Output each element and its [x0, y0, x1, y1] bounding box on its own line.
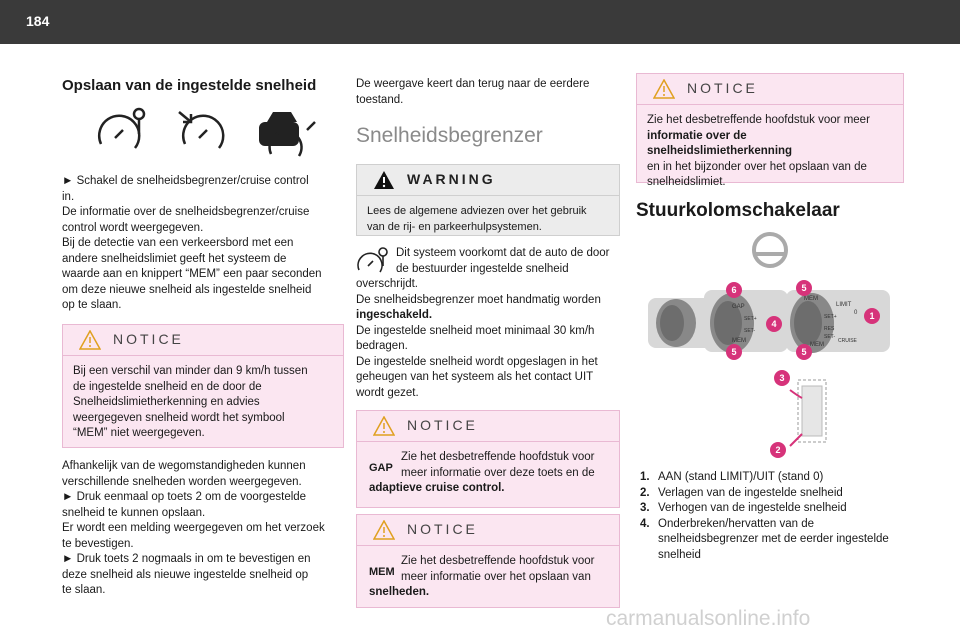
notice-box-mem-diff: [62, 324, 344, 448]
page-number: 184: [26, 13, 50, 29]
text-line: De ingestelde snelheid wordt opgeslagen in het: [356, 355, 598, 368]
text-line: Snelheidslimietherkenning en advies: [73, 396, 260, 408]
text-line: De informatie over de snelheidsbegrenzer/cruise: [62, 206, 310, 218]
warning-triangle-icon: [373, 170, 395, 190]
item-text: Verhogen van de ingestelde snelheid: [658, 502, 847, 514]
text-line: de bestuurder ingestelde snelheid: [396, 262, 569, 275]
notice-label: NOTICE: [687, 80, 758, 96]
text-line: en in het bijzonder over het opslaan van de: [647, 160, 867, 173]
text-line: Bij een verschil van minder dan 9 km/h tussen: [73, 365, 308, 377]
zero-label: 0: [854, 310, 858, 316]
text-line: om deze nieuwe snelheid als ingestelde snelheid: [62, 283, 312, 296]
intro-paragraph: [356, 77, 616, 108]
callout-5a: 5: [801, 283, 807, 293]
text-line: van de rij- en parkeerhulpsystemen.: [367, 220, 542, 233]
text-line: geheugen van het systeem als het contact UIT: [356, 371, 594, 383]
text-line: De weergave keert dan terug naar de eerdere: [356, 78, 590, 90]
callout-5c: 5: [801, 347, 807, 357]
paragraph-save-speed: [62, 174, 342, 314]
mem-label-3b: MEM: [810, 342, 824, 348]
text-line: snelheden.: [369, 586, 430, 598]
callout-3: 3: [779, 373, 785, 383]
text-line: De snelheidsbegrenzer moet handmatig worden: [356, 293, 601, 306]
stalk-side-view: [790, 380, 826, 446]
item-text: AAN (stand LIMIT)/UIT (stand 0): [658, 471, 824, 483]
callout-1: 1: [869, 311, 875, 321]
callout-4: 4: [771, 319, 777, 329]
text-line: verschillende snelheden worden weergegeven.: [62, 475, 302, 488]
text-line: control wordt weergegeven.: [62, 221, 204, 234]
steering-switch-diagram: [640, 228, 910, 464]
res-label: RES: [824, 326, 835, 332]
text-line: “MEM” niet weergegeven.: [73, 427, 205, 439]
callout-5b: 5: [731, 347, 737, 357]
warning-box: [356, 164, 620, 236]
text-line: ► Druk eenmaal op toets 2 om de voorgestelde: [62, 491, 307, 503]
cruise-label: CRUISE: [838, 338, 857, 344]
item-number: 1.: [640, 471, 650, 483]
text-line: overschrijdt.: [356, 278, 418, 290]
text-line: deze snelheid als nieuwe ingestelde snelheid op: [62, 568, 309, 581]
limit-label: LIMIT: [836, 302, 852, 308]
list-item: [640, 470, 902, 486]
section-heading-save-speed: Opslaan van de ingestelde snelheid: [62, 77, 317, 94]
text-line: bedragen.: [356, 340, 408, 352]
text-line: Afhankelijk van de wegomstandigheden kunnen: [62, 460, 306, 472]
paragraph-road-conditions: [62, 459, 347, 599]
item-number: 3.: [640, 502, 650, 514]
notice-box-gap: [356, 410, 620, 508]
text-line: te slaan.: [62, 584, 106, 596]
text-line: Zie het desbetreffende hoofdstuk voor: [401, 555, 595, 567]
text-line: meer informatie over deze toets en de: [401, 466, 595, 479]
set-plus-label-3: SET+: [824, 314, 837, 320]
text-line: ► Schakel de snelheidsbegrenzer/cruise control: [62, 175, 309, 187]
text-line: adaptieve cruise control.: [369, 482, 505, 494]
text-line: op te slaan.: [62, 299, 122, 311]
notice-label: NOTICE: [407, 521, 478, 537]
text-line: meer informatie over het opslaan van: [401, 570, 591, 583]
notice-warning-icon: [373, 416, 395, 436]
text-line: informatie over de snelheidslimietherkenning: [647, 129, 793, 157]
mem-label-3: MEM: [804, 296, 818, 302]
notice-label: NOTICE: [407, 417, 478, 433]
text-line: andere snelheidslimiet geeft het systeem de: [62, 252, 287, 265]
text-line: Zie het desbetreffende hoofdstuk voor: [401, 451, 595, 463]
text-line: ► Druk toets 2 nogmaals in om te bevestigen en: [62, 553, 311, 565]
notice-warning-icon: [373, 520, 395, 540]
title-stuurkolomschakelaar: Stuurkolomschakelaar: [636, 200, 840, 221]
notice-warning-icon: [79, 330, 101, 350]
text-line: weergegeven snelheid wordt het symbool: [73, 411, 285, 424]
text-line: Zie het desbetreffende hoofdstuk voor meer: [647, 114, 870, 126]
list-item: [640, 501, 902, 517]
callout-2: 2: [775, 445, 781, 455]
text-line: Er wordt een melding weergegeven om het verzoek: [62, 522, 325, 534]
set-plus-label: SET+: [744, 316, 757, 322]
speedometer-icons: [95, 104, 325, 164]
text-line: in.: [62, 190, 75, 203]
mem-tag: MEM: [369, 566, 395, 578]
text-line: ingeschakeld.: [356, 309, 433, 321]
text-line: Bij de detectie van een verkeersbord met een: [62, 237, 294, 249]
callout-6: 6: [731, 285, 737, 295]
gap-tag: GAP: [369, 462, 393, 474]
title-snelheidsbegrenzer: Snelheidsbegrenzer: [356, 124, 543, 147]
text-line: de ingestelde snelheid en de door de: [73, 380, 262, 393]
watermark: carmanualsonline.info: [606, 607, 811, 630]
limiter-description: [356, 246, 618, 401]
text-line: Dit systeem voorkomt dat de auto de door: [396, 247, 610, 259]
list-item: [640, 517, 902, 564]
notice-box-speed-limit: [636, 73, 904, 188]
text-line: De ingestelde snelheid moet minimaal 30 km/h: [356, 324, 595, 337]
item-text: Verlagen van de ingestelde snelheid: [658, 486, 843, 499]
item-text: Onderbreken/hervatten van de snelheidsbegrenzer met de eerder ingestelde snelheid: [658, 517, 889, 561]
gap-label: GAP: [732, 304, 745, 310]
warning-label: WARNING: [407, 171, 496, 187]
notice-warning-icon: [653, 79, 675, 99]
text-line: toestand.: [356, 93, 404, 106]
text-line: waarde aan en knippert “MEM” een paar seconden: [62, 268, 322, 280]
page-header: [0, 0, 960, 44]
set-minus-label: SET-: [744, 328, 756, 334]
text-line: wordt gezet.: [356, 386, 419, 399]
notice-box-mem: [356, 514, 620, 608]
speed-icons-row: [95, 104, 325, 164]
list-item: [640, 486, 902, 502]
set-minus-label-3: SET-: [824, 334, 836, 340]
text-line: te bevestigen.: [62, 537, 134, 550]
item-number: 4.: [640, 517, 650, 530]
switch-function-list: [640, 470, 902, 563]
mem-label-2: MEM: [732, 338, 746, 344]
text-line: Lees de algemene adviezen over het gebruik: [367, 205, 587, 217]
text-line: snelheid te kunnen opslaan.: [62, 506, 206, 519]
text-line: snelheidslimiet.: [647, 176, 726, 188]
notice-label: NOTICE: [113, 331, 184, 347]
steering-wheel-icon: [754, 234, 786, 266]
item-number: 2.: [640, 486, 650, 499]
